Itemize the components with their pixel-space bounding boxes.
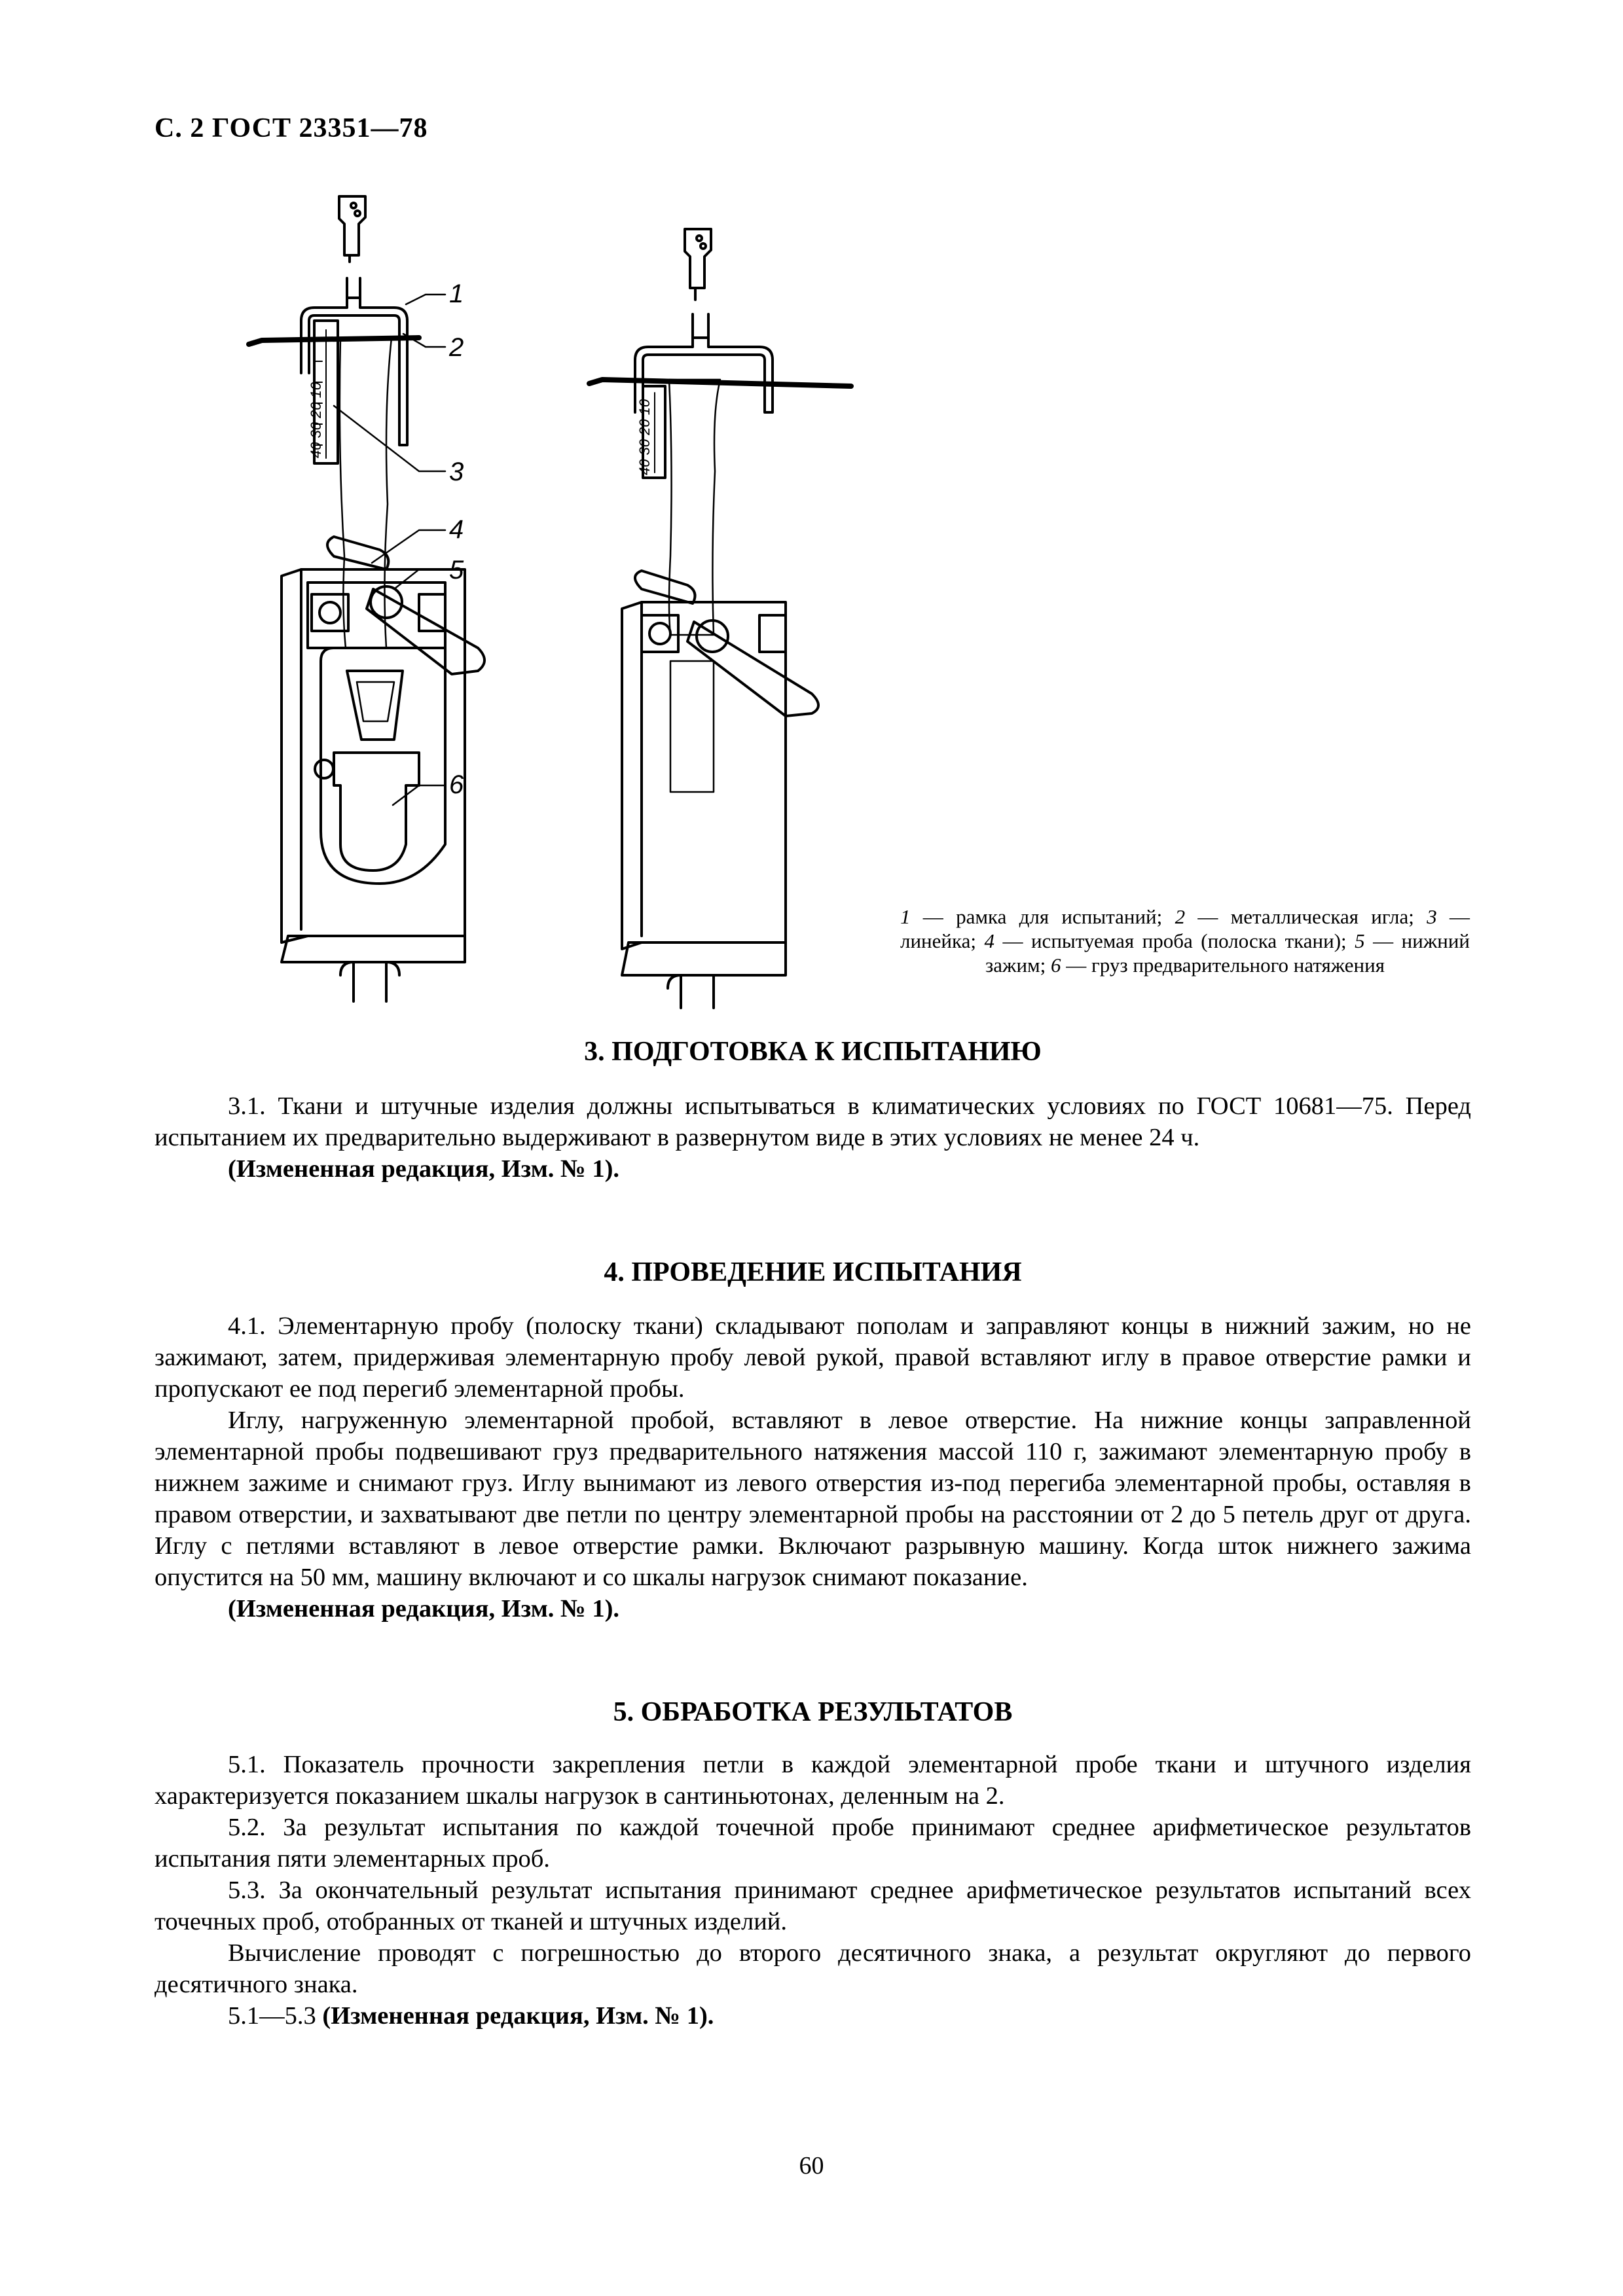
amendment-ref-5: 5.1—5.3 [228,2002,323,2030]
section-3-title: 3. ПОДГОТОВКА К ИСПЫТАНИЮ [584,1037,1042,1067]
caption-text-1: — рамка для испытаний; [910,905,1175,928]
paragraph-5-3: 5.3. За окончательный результат испытания принимают среднее арифметическое результатов испытаний всех точечных проб, отобранных от тканей и штучных изделий. [155,1876,1471,1935]
callout-2: 2 [449,333,464,362]
callout-5: 5 [449,556,464,584]
amendment-note-5: (Измененная редакция, Изм. № 1). [322,2002,714,2030]
callout-3: 3 [449,457,464,486]
amendment-note-3: (Измененная редакция, Изм. № 1). [228,1155,620,1183]
caption-text-3: — линейка; [900,905,1470,952]
amendment-line-5 [155,2000,1471,2032]
ruler-scale-right: 40 30 20 10 [636,399,653,475]
callout-1: 1 [449,279,464,308]
paragraph-4-1: 4.1. Элементарную пробу (полоску ткани) складывают пополам и заправляют концы в нижний зажим, но не зажимают, затем, придерживая элементарную пробу левой рукой, правой вставляют иглу в правое отверстие рамки и пропускают ее под перегиб элементарной пробы. [155,1312,1471,1403]
paragraph-5-3-cont: Вычисление проводят с погрешностью до второго десятичного знака, а результат округляют до первого десятичного знака. [155,1939,1471,1998]
section-3-body [155,1090,1471,1185]
caption-text-5: — нижний зажим; [985,929,1470,977]
page-number: 60 [799,2152,824,2179]
caption-num-1: 1 [900,905,911,928]
section-5-body [155,1749,1471,2032]
callout-4: 4 [449,515,464,544]
caption-num-6: 6 [1051,954,1061,977]
page-header: С. 2 ГОСТ 23351—78 [155,113,428,143]
paragraph-5-1: 5.1. Показатель прочности закрепления петли в каждой элементарной пробе ткани и штучного изделия характеризуется показанием шкалы нагрузок в сантиньютонах, деленным на 2. [155,1751,1471,1810]
section-4-title: 4. ПРОВЕДЕНИЕ ИСПЫТАНИЯ [604,1257,1022,1287]
section-4-body [155,1310,1471,1624]
paragraph-3-1: 3.1. Ткани и штучные изделия должны испытываться в климатических условиях по ГОСТ 10681—75. Перед испытанием их предварительно выдерживают в развернутом виде в этих условиях не менее 24 ч. [155,1092,1471,1151]
figure-caption [900,905,1470,977]
apparatus-drawing [223,190,930,1014]
callout-6: 6 [449,770,464,799]
caption-text-2: — металлическая игла; [1185,905,1427,928]
caption-num-4: 4 [984,929,994,952]
section-5-title: 5. ОБРАБОТКА РЕЗУЛЬТАТОВ [613,1697,1013,1727]
caption-text-6: — груз предварительного натяжения [1061,954,1385,977]
caption-num-2: 2 [1175,905,1186,928]
caption-num-3: 3 [1427,905,1437,928]
paragraph-5-2: 5.2. За результат испытания по каждой точечной пробе принимают среднее арифметическое результатов испытания пяти элементарных проб. [155,1814,1471,1873]
apparatus-figure [223,190,930,1014]
paragraph-4-1-cont: Иглу, нагруженную элементарной пробой, вставляют в левое отверстие. На нижние концы заправленной элементарной пробы подвешивают груз предварительного натяжения массой 110 г, зажимают элементарную пробу в нижнем зажиме и снимают груз. Иглу вынимают из левого отверстия из-под перегиба элементарной пробы, оставляя в правом отверстии, и захватывают две петли по центру элементарной пробы на расстоянии от 2 до 5 петель друг от друга. Иглу с петлями вставляют в левое отверстие рамки. Включают разрывную машину. Когда шток нижнего зажима опустится на 50 мм, машину включают и со шкалы нагрузок снимают показание. [155,1407,1471,1591]
caption-text-4: — испытуемая проба (полоска ткани); [994,929,1355,952]
ruler-scale-left: 40 30 20 10 [308,382,324,458]
caption-num-5: 5 [1355,929,1365,952]
amendment-note-4: (Измененная редакция, Изм. № 1). [228,1595,620,1623]
